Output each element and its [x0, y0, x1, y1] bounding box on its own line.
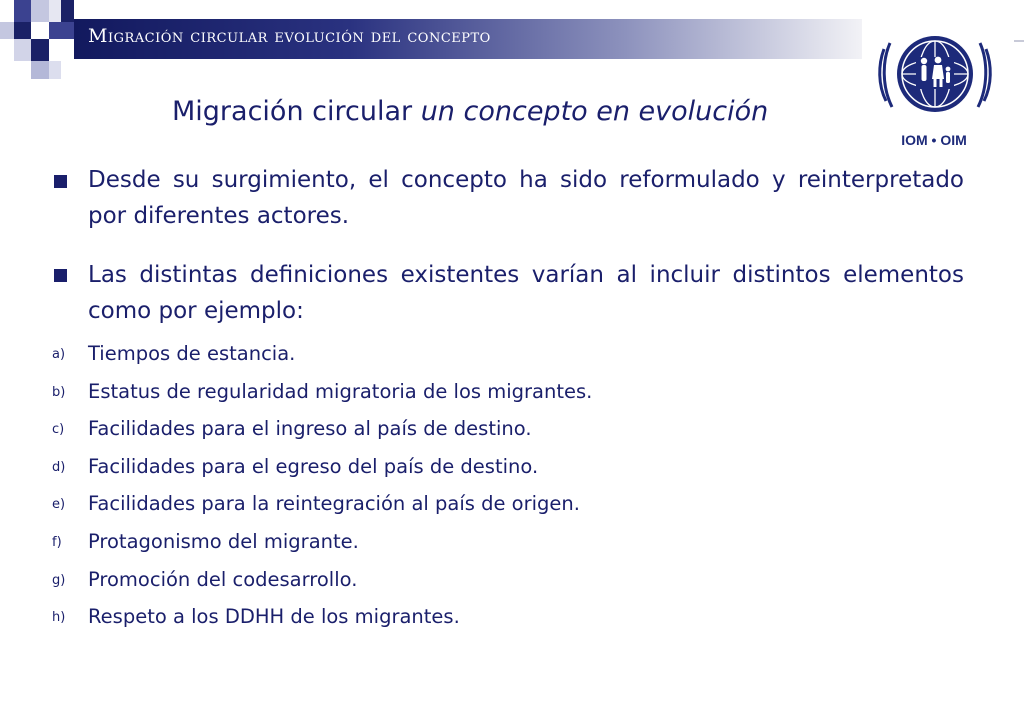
sub-item-marker: b) [52, 385, 66, 400]
sub-item-text: Estatus de regularidad migratoria de los migrantes. [88, 380, 593, 403]
sub-item-text: Facilidades para el egreso del país de destino. [88, 455, 539, 478]
sub-item-marker: g) [52, 573, 66, 588]
decor-dash [1014, 40, 1024, 42]
sub-item-text: Protagonismo del migrante. [88, 530, 359, 553]
sub-item-text: Promoción del codesarrollo. [88, 568, 358, 591]
decor-square [14, 0, 31, 22]
bullet-square-icon [54, 269, 67, 282]
iom-logo-icon [874, 27, 996, 123]
bullet-text: Las distintas definiciones existentes varían al incluir distintos elementos como por ejemplo: [88, 262, 964, 324]
decor-square [49, 61, 61, 79]
sub-item-marker: f) [52, 535, 62, 550]
sub-item-marker: a) [52, 347, 66, 362]
decor-square [31, 0, 49, 22]
decor-square [49, 0, 61, 22]
sub-item-marker: e) [52, 497, 66, 512]
decor-square [49, 22, 74, 39]
sub-item-text: Respeto a los DDHH de los migrantes. [88, 605, 460, 628]
sub-item-marker: h) [52, 610, 66, 625]
decor-square [14, 22, 31, 39]
bullet-text: Desde su surgimiento, el concepto ha sido reformulado y reinterpretado por diferentes actores. [88, 167, 964, 229]
sub-item-marker: c) [52, 422, 65, 437]
slide-title-plain: Migración circular [172, 96, 421, 127]
sub-item-text: Facilidades para el ingreso al país de destino. [88, 417, 532, 440]
sub-item-marker: d) [52, 460, 66, 475]
header-title: Migración circular evolución del concepto [88, 25, 491, 47]
decor-square [31, 61, 49, 79]
sub-item-text: Facilidades para la reintegración al país de origen. [88, 492, 580, 515]
decor-square [31, 39, 49, 61]
slide-title-italic: un concepto en evolución [420, 96, 769, 127]
decor-square [0, 22, 14, 39]
sub-item-text: Tiempos de estancia. [88, 342, 296, 365]
slide-title [172, 96, 768, 127]
bullet-square-icon [54, 175, 67, 188]
logo-caption: IOM • OIM [901, 132, 967, 148]
decor-square [14, 39, 31, 61]
decor-square [61, 0, 74, 22]
